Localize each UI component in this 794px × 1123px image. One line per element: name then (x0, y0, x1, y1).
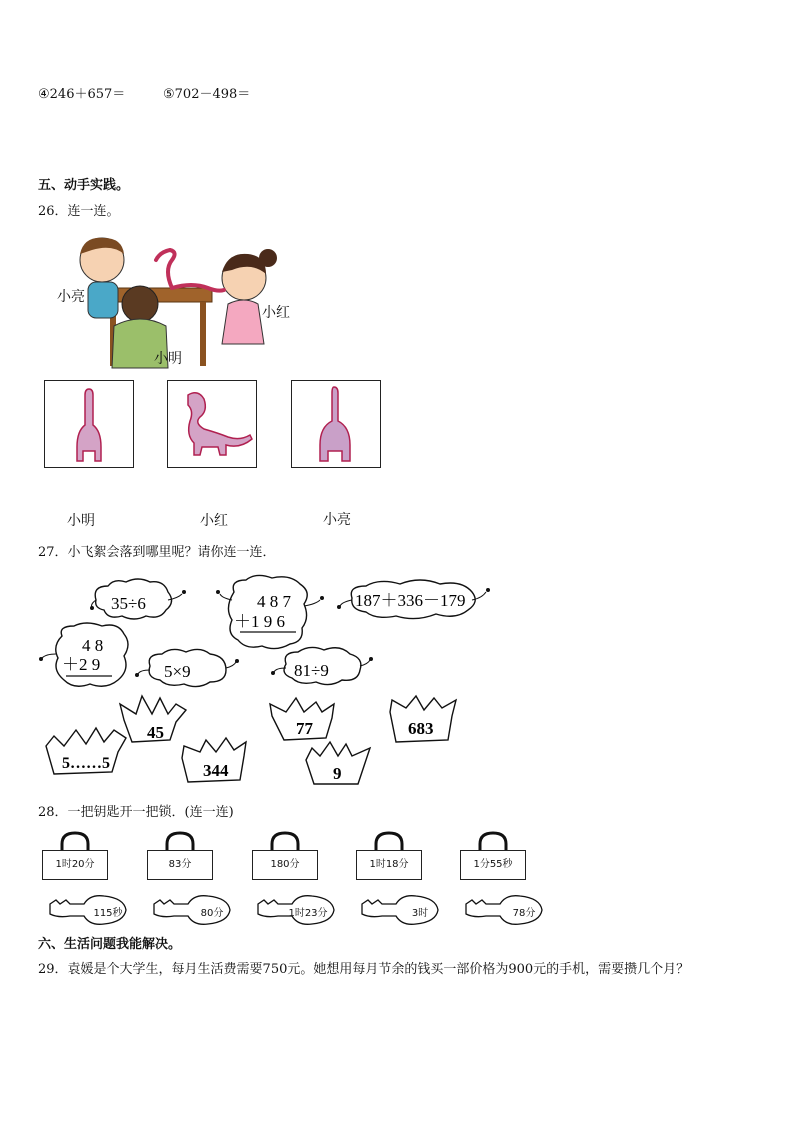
dinosaur-front-view (45, 381, 133, 467)
grass-1-text: 45 (147, 723, 164, 742)
lock-shackle-icon (268, 830, 302, 852)
q26-label: 26．连一连。 (38, 204, 120, 219)
expr-4 (38, 83, 125, 102)
expr-5-text: 702－498＝ (174, 87, 251, 102)
lock-3-label: 180分 (252, 850, 318, 880)
cloud-35-div-6[interactable] (90, 579, 186, 619)
cloud-2-top: 4 8 7 (257, 592, 291, 611)
cloud-5-times-9[interactable] (135, 649, 239, 686)
key-5-label: 78分 (512, 908, 536, 919)
view-box-3 (291, 380, 381, 468)
expr-5 (163, 83, 250, 102)
key-4-label: 3时 (411, 908, 429, 919)
dinosaur-on-table (156, 250, 224, 291)
section-6-title: 六、生活问题我能解决。 (38, 937, 182, 952)
grass-45[interactable] (120, 696, 186, 742)
grass-77[interactable] (270, 698, 334, 740)
kid-label-xiaohong: 小红 (262, 305, 290, 321)
expr-4-text: 246＋657＝ (49, 87, 126, 102)
kid-label-xiaoming: 小明 (154, 351, 182, 367)
circled-number-5: ⑤ (163, 87, 175, 102)
circled-number-4: ④ (38, 87, 50, 102)
lock-4-label: 1时18分 (356, 850, 422, 880)
cloud-187-plus-336-minus-179[interactable] (337, 580, 490, 619)
dinosaur-side-view (168, 381, 256, 467)
key-2-label: 80分 (200, 908, 224, 919)
key-3-label: 1时23分 (288, 908, 328, 919)
lock-5-label: 1分55秒 (460, 850, 526, 880)
lock-1-label: 1时20分 (42, 850, 108, 880)
lock-3[interactable] (252, 830, 318, 880)
lock-1[interactable] (42, 830, 108, 880)
lock-shackle-icon (372, 830, 406, 852)
grass-3-text: 683 (408, 719, 434, 738)
cloud-3-text: 187＋336－179 (355, 591, 466, 610)
name-below-3: 小亮 (323, 512, 351, 528)
grass-4-text: 5……5 (62, 755, 110, 772)
grass-6-text: 9 (333, 764, 342, 783)
cloud-5-text: 5×9 (164, 662, 191, 681)
grass-344[interactable] (182, 738, 246, 782)
lock-shackle-icon (163, 830, 197, 852)
lock-shackle-icon (476, 830, 510, 852)
name-below-1: 小明 (67, 513, 95, 529)
cloud-81-div-9[interactable] (271, 647, 373, 684)
q27-figure (0, 570, 794, 790)
lock-5[interactable] (460, 830, 526, 880)
q29-text: 29．袁媛是个大学生，每月生活费需要750元。她想用每月节余的钱买一部价格为900元的手机，需要攒几个月？ (38, 962, 690, 977)
lock-4[interactable] (356, 830, 422, 880)
grass-2-text: 77 (296, 719, 313, 738)
boy-back-head (122, 286, 158, 322)
grass-9[interactable] (306, 742, 370, 784)
key-1-label: 115秒 (93, 908, 123, 919)
lock-shackle-icon (58, 830, 92, 852)
view-box-1 (44, 380, 134, 468)
name-below-2: 小红 (200, 513, 228, 529)
section-5-title: 五、动手实践。 (38, 178, 130, 193)
lock-2[interactable] (147, 830, 213, 880)
cloud-487-plus-196[interactable] (216, 575, 324, 648)
q28-label: 28．一把钥匙开一把锁．(连一连) (38, 805, 234, 820)
cloud-1-text: 35÷6 (111, 594, 146, 613)
cloud-2-bottom: ＋1 9 6 (234, 612, 285, 631)
cloud-4-bottom: ＋2 9 (62, 655, 101, 674)
grass-5-remainder-5[interactable] (46, 728, 126, 774)
grass-5-text: 344 (203, 761, 229, 780)
kid-label-xiaoliang: 小亮 (57, 289, 85, 305)
q27-label: 27．小飞絮会落到哪里呢？请你连一连． (38, 545, 276, 560)
view-box-2 (167, 380, 257, 468)
dinosaur-back-view (292, 381, 380, 467)
cloud-6-text: 81÷9 (294, 661, 329, 680)
cloud-4-top: 4 8 (82, 636, 104, 655)
grass-683[interactable] (390, 696, 456, 742)
lock-2-label: 83分 (147, 850, 213, 880)
cloud-48-plus-29[interactable] (39, 623, 128, 686)
